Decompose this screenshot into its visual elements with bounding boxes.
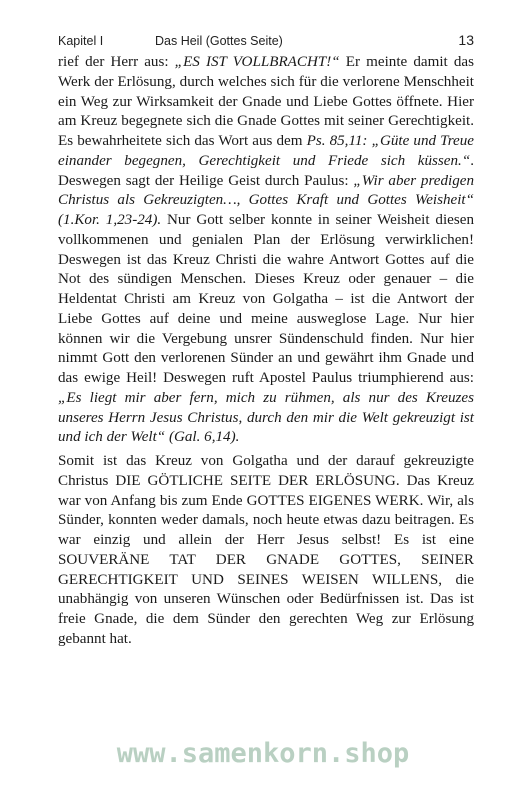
paragraph-2: Somit ist das Kreuz von Golgatha und der darauf gekreuzigte Christus DIE GÖTLICHE SEITE DER ERLÖSUNG. Das Kreuz war von Anfang bis zum Ende GOTTES EIGENES WERK. Wir, als Sünder, konnten weder damals, noch heute etwas dazu beitragen. Es war einzig und allein der Herr Jesus selbst! Es ist eine SOUVERÄNE TAT DER GNADE GOTTES, SEINER GERECHTIGKEIT UND SEINES WEISEN WILLENS, die unabhängig von unseren Wünschen oder Bedürfnissen ist. Das ist freie Gnade, die dem Sünder den gerechten Weg zur Erlösung gebannt hat.: [58, 453, 474, 647]
section-title: Das Heil (Gottes Seite): [155, 34, 283, 48]
quote-span: Ps. 85,11: „Güte und Treue einander begegnen, Gerechtigkeit und Friede sich küssen.“: [58, 133, 474, 169]
text-span: . Deswegen sagt der Heilige Geist durch Paulus:: [58, 152, 474, 189]
quote-span: „Es liegt mir aber fern, mich zu rühmen, als nur des Kreuzes unseres Herrn Jesus Christus, durch den mir die Welt gekreuzigt ist und ich der Welt“ (Gal. 6,14).: [58, 389, 474, 446]
running-header: [58, 32, 474, 52]
page-number: 13: [458, 32, 474, 48]
text-span: Nur Gott selber konnte in seiner Weisheit diesen vollkommenen und genialen Plan der Erlösung verwirklichen! Deswegen ist das Kreuz Christi die wahre Antwort Gottes auf die Not des sündigen Menschen. Dieses Kreuz oder genauer – die Heldentat Christi am Kreuz von Golgatha – ist die Antwort der Liebe Gottes auf deine und meine ausweglose Lage. Nur hier können wir die Vergebung unsrer Sündenschuld finden. Nur hier nimmt Gott den verlorenen Sünder an und gewährt ihm Gnade und das ewige Heil! Deswegen ruft Apostel Paulus triumphierend aus:: [58, 212, 474, 386]
text-span: Er meinte damit das Werk der Erlösung, durch welches sich für die verlorene Menschheit ein Weg zur Wirksamkeit der Gnade und Liebe Gottes öffnete. Hier am Kreuz begegnete sich die Gnade Gottes mit seiner Gerechtigkeit. Es bewahrheitete sich das Wort aus dem: [58, 54, 474, 149]
quote-span: „Wir aber predigen Christus als Gekreuzigten…, Gottes Kraft und Gottes Weisheit“ (1.Kor. 1,23-24).: [58, 172, 474, 228]
quote-span: „ES IST VOLLBRACHT!“: [174, 54, 340, 70]
text-span: rief der Herr aus:: [58, 54, 175, 70]
shop-watermark: www.samenkorn.shop: [116, 738, 410, 769]
paragraph-1: [58, 53, 474, 448]
chapter-label: Kapitel I: [58, 34, 104, 48]
page-body: [58, 53, 474, 650]
